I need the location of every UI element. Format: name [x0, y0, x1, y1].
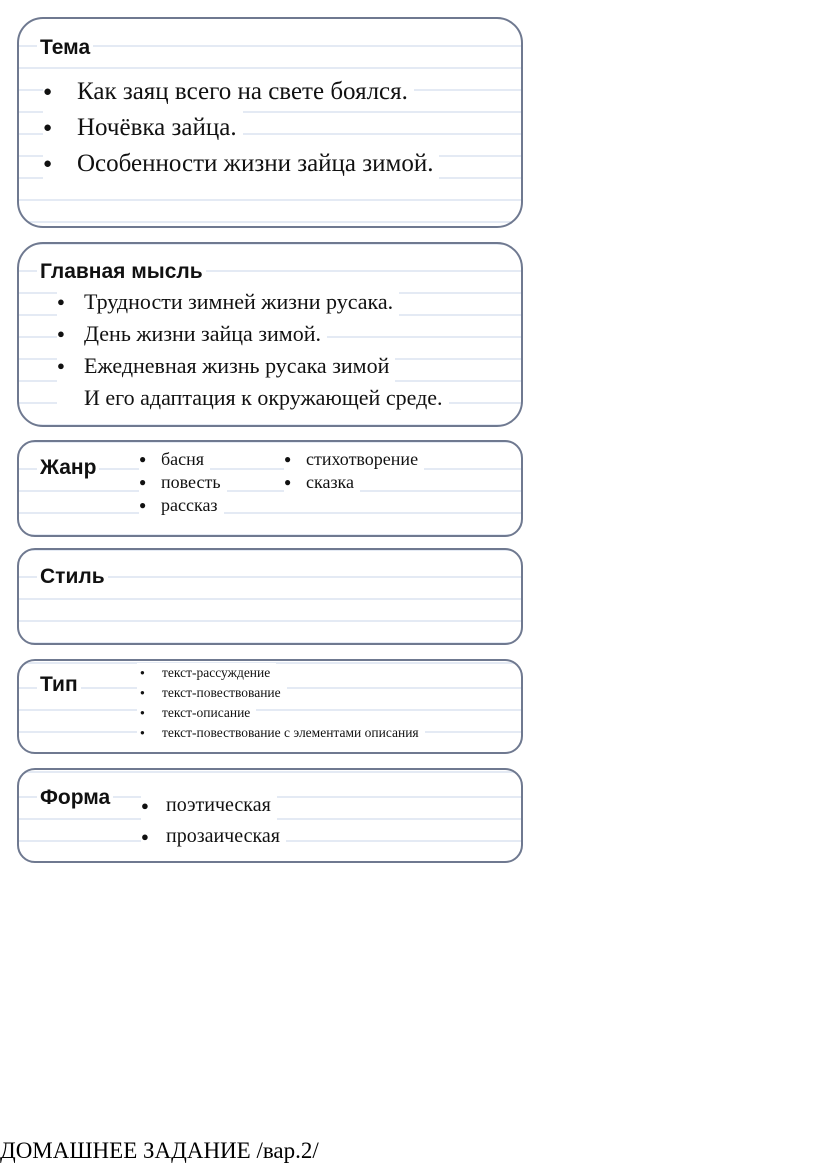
list-item: ● День жизни зайца зимой.	[57, 318, 327, 350]
list-item: ● текст-повествование с элементами описания	[137, 723, 425, 743]
style-title: Стиль	[37, 565, 108, 589]
genre-list-column-1	[139, 448, 227, 517]
main-idea-title: Главная мысль	[37, 260, 206, 284]
genre-title: Жанр	[37, 456, 99, 480]
list-item: ● стихотворение	[284, 448, 424, 471]
theme-card	[17, 17, 523, 228]
type-title: Тип	[37, 673, 81, 697]
list-item: ● басня	[139, 448, 210, 471]
form-list	[141, 790, 286, 852]
genre-card	[17, 440, 523, 537]
type-card	[17, 659, 523, 754]
list-item: ● Ночёвка зайца.	[43, 110, 243, 146]
list-item: ● Особенности жизни зайца зимой.	[43, 146, 439, 182]
list-item: ● Ежедневная жизнь русака зимой	[57, 350, 395, 382]
list-item: ● текст-рассуждение	[137, 663, 276, 683]
form-card	[17, 768, 523, 863]
list-item: ● поэтическая	[141, 790, 277, 821]
list-item: ● текст-описание	[137, 703, 256, 723]
theme-title: Тема	[37, 36, 93, 60]
list-item: ● Трудности зимней жизни русака.	[57, 286, 399, 318]
theme-list	[43, 74, 439, 182]
list-item: ● повесть	[139, 471, 227, 494]
list-item: ● текст-повествование	[137, 683, 287, 703]
genre-list-column-2	[284, 448, 424, 494]
form-title: Форма	[37, 786, 113, 810]
list-item: ● сказка	[284, 471, 360, 494]
homework-heading: ДОМАШНЕЕ ЗАДАНИЕ /вар.2/	[0, 1138, 319, 1163]
list-item: ● рассказ	[139, 494, 224, 517]
style-card	[17, 548, 523, 645]
main-idea-list	[57, 286, 449, 414]
list-item: ● Как заяц всего на свете боялся.	[43, 74, 414, 110]
list-item-continuation: И его адаптация к окружающей среде.	[57, 382, 449, 414]
type-list	[137, 663, 425, 743]
main-idea-card	[17, 242, 523, 427]
list-item: ● прозаическая	[141, 821, 286, 852]
